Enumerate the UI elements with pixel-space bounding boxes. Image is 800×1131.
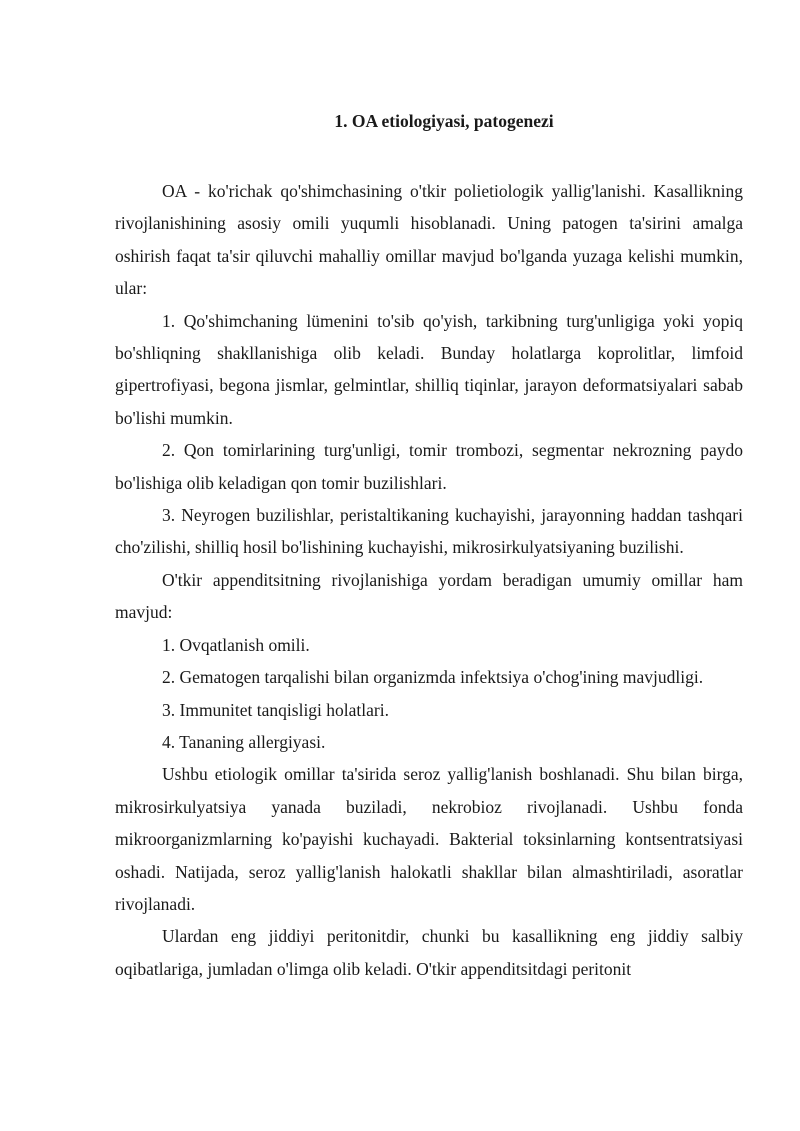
list-item: 3. Neyrogen buzilishlar, peristaltikaning kuchayishi, jarayonning haddan tashqari cho'zilishi, shilliq hosil bo'lishining kuchayishi, mikrosirkulyatsiyaning buzilishi.	[115, 505, 743, 558]
list-item: 1. Qo'shimchaning lümenini to'sib qo'yish, tarkibning turg'unligiga yoki yopiq bo'shliqning shakllanishiga olib keladi. Bunday holatlarga koprolitlar, limfoid gipertrofiyasi, begona jismlar, gelmintlar, shilliq tiqinlar, jarayon deformatsiyalari sabab bo'lishi mumkin.	[115, 310, 743, 428]
list-item: 2. Qon tomirlarining turg'unligi, tomir trombozi, segmentar nekrozning paydo bo'lishiga olib keladigan qon tomir buzilishlari.	[115, 440, 743, 493]
list-item: 4. Tananing allergiyasi.	[162, 731, 326, 752]
list-item: 3. Immunitet tanqisligi holatlari.	[162, 699, 389, 720]
section-title: 1. OA etiologiyasi, patogenezi	[334, 111, 554, 131]
paragraph: Ulardan eng jiddiyi peritonitdir, chunki bu kasallikning eng jiddiy salbiy oqibatlariga, jumladan o'limga olib keladi. O'tkir appenditsitdagi peritonit	[115, 926, 743, 979]
list-item: 2. Gematogen tarqalishi bilan organizmda infektsiya o'chog'ining mavjudligi.	[162, 667, 704, 688]
paragraph: O'tkir appenditsitning rivojlanishiga yordam beradigan umumiy omillar ham mavjud:	[115, 569, 743, 623]
paragraph: Ushbu etiologik omillar ta'sirida seroz yallig'lanish boshlanadi. Shu bilan birga, mikrosirkulyatsiya yanada buziladi, nekrobioz rivojlanadi. Ushbu fonda mikroorganizmlarning ko'payishi kuchayadi. Bakterial toksinlarning kontsentratsiyasi oshadi. Natijada, seroz yallig'lanish halokatli shakllar bilan almashtiriladi, asoratlar rivojlanadi.	[115, 764, 743, 914]
document-page	[115, 105, 743, 985]
list-item: 1. Ovqatlanish omili.	[162, 634, 310, 655]
paragraph: OA - ko'richak qo'shimchasining o'tkir polietiologik yallig'lanishi. Kasallikning rivojlanishining asosiy omili yuqumli hisoblanadi. Uning patogen ta'sirini amalga oshirish faqat ta'sir qiluvchi mahalliy omillar mavjud bo'lganda yuzaga kelishi mumkin, ular:	[115, 181, 743, 299]
